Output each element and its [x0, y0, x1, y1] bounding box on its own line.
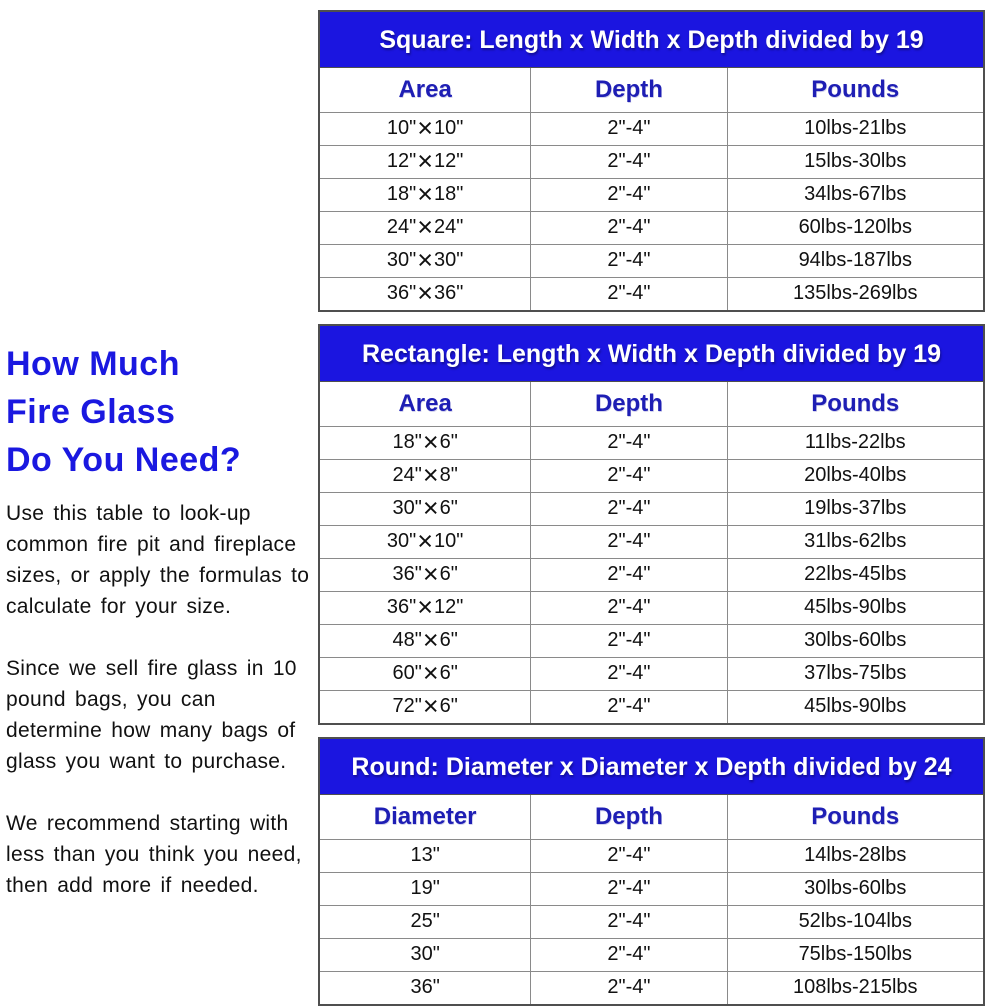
headline: [6, 340, 314, 484]
table-row: [320, 872, 983, 905]
table-row: [320, 277, 983, 310]
table-cell: 94lbs-187lbs: [727, 244, 983, 277]
table-cell: 30"×6": [320, 492, 531, 525]
table-row: [320, 244, 983, 277]
table-cell: 2"-4": [531, 971, 727, 1004]
table-cell: 2"-4": [531, 211, 727, 244]
table-cell: 2"-4": [531, 145, 727, 178]
table-cell: 2"-4": [531, 938, 727, 971]
table-cell: 75lbs-150lbs: [727, 938, 983, 971]
table-cell: 2"-4": [531, 624, 727, 657]
table-cell: 2"-4": [531, 905, 727, 938]
table-cell: 25": [320, 905, 531, 938]
multiply-sign: ×: [422, 691, 439, 722]
round-header-row: [320, 795, 983, 839]
multiply-sign: ×: [422, 460, 439, 490]
table-cell: 108lbs-215lbs: [727, 971, 983, 1004]
table-cell: 10"×10": [320, 112, 531, 145]
table-cell: 12"×12": [320, 145, 531, 178]
square-table-title: Square: Length x Width x Depth divided by 19: [320, 12, 983, 68]
column-header-diameter: Diameter: [320, 795, 531, 839]
column-header-depth: Depth: [531, 382, 727, 426]
table-cell: 2"-4": [531, 426, 727, 459]
table-cell: 14lbs-28lbs: [727, 839, 983, 872]
table-cell: 2"-4": [531, 459, 727, 492]
table-cell: 2"-4": [531, 525, 727, 558]
table-cell: 19lbs-37lbs: [727, 492, 983, 525]
table-row: [320, 971, 983, 1004]
square-header-row: [320, 68, 983, 112]
column-header-pounds: Pounds: [727, 382, 983, 426]
table-cell: 2"-4": [531, 657, 727, 690]
table-cell: 10lbs-21lbs: [727, 112, 983, 145]
table-cell: 30"×10": [320, 525, 531, 558]
rectangle-table: [318, 324, 985, 725]
multiply-sign: ×: [422, 658, 439, 688]
table-cell: 20lbs-40lbs: [727, 459, 983, 492]
table-cell: 30lbs-60lbs: [727, 624, 983, 657]
column-header-area: Area: [320, 382, 531, 426]
table-cell: 37lbs-75lbs: [727, 657, 983, 690]
multiply-sign: ×: [422, 493, 439, 523]
column-header-pounds: Pounds: [727, 68, 983, 112]
table-cell: 45lbs-90lbs: [727, 690, 983, 723]
table-cell: 30": [320, 938, 531, 971]
table-cell: 72"×6": [320, 690, 531, 723]
round-table-grid: [320, 795, 983, 1004]
multiply-sign: ×: [417, 245, 434, 275]
intro-paragraph-recommend: We recommend starting with less than you think you need, then add more if needed.: [6, 812, 302, 897]
multiply-sign: ×: [422, 625, 439, 655]
table-cell: 2"-4": [531, 690, 727, 723]
headline-line-3: Do You Need?: [6, 441, 242, 479]
table-row: [320, 690, 983, 723]
intro-paragraph-lookup: Use this table to look-up common fire pit and fireplace sizes, or apply the formulas to calculate for your size.: [6, 502, 310, 618]
square-table: [318, 10, 985, 312]
table-row: [320, 905, 983, 938]
table-row: [320, 145, 983, 178]
rectangle-table-grid: [320, 382, 983, 723]
table-cell: 2"-4": [531, 839, 727, 872]
table-cell: 18"×6": [320, 426, 531, 459]
multiply-sign: ×: [417, 526, 434, 556]
table-row: [320, 591, 983, 624]
table-cell: 60"×6": [320, 657, 531, 690]
table-cell: 2"-4": [531, 558, 727, 591]
table-cell: 13": [320, 839, 531, 872]
table-row: [320, 211, 983, 244]
table-cell: 31lbs-62lbs: [727, 525, 983, 558]
headline-line-2: Fire Glass: [6, 393, 176, 431]
table-row: [320, 525, 983, 558]
round-table-title: Round: Diameter x Diameter x Depth divided by 24: [320, 739, 983, 795]
table-cell: 30lbs-60lbs: [727, 872, 983, 905]
multiply-sign: ×: [417, 212, 434, 242]
table-cell: 2"-4": [531, 277, 727, 310]
table-cell: 36"×6": [320, 558, 531, 591]
multiply-sign: ×: [417, 146, 434, 176]
table-cell: 22lbs-45lbs: [727, 558, 983, 591]
column-header-depth: Depth: [531, 68, 727, 112]
table-cell: 48"×6": [320, 624, 531, 657]
intro-paragraph-bags: Since we sell fire glass in 10 pound bags, you can determine how many bags of glass you want to purchase.: [6, 657, 297, 773]
table-cell: 24"×8": [320, 459, 531, 492]
table-cell: 60lbs-120lbs: [727, 211, 983, 244]
table-cell: 24"×24": [320, 211, 531, 244]
table-row: [320, 839, 983, 872]
column-header-area: Area: [320, 68, 531, 112]
multiply-sign: ×: [417, 113, 434, 143]
table-row: [320, 938, 983, 971]
table-cell: 19": [320, 872, 531, 905]
rectangle-header-row: [320, 382, 983, 426]
square-table-grid: [320, 68, 983, 310]
table-cell: 30"×30": [320, 244, 531, 277]
rectangle-table-title: Rectangle: Length x Width x Depth divided by 19: [320, 326, 983, 382]
multiply-sign: ×: [417, 179, 434, 209]
table-cell: 36"×36": [320, 277, 531, 310]
table-cell: 15lbs-30lbs: [727, 145, 983, 178]
column-header-depth: Depth: [531, 795, 727, 839]
intro-panel: [6, 340, 314, 932]
table-cell: 36": [320, 971, 531, 1004]
table-row: [320, 558, 983, 591]
table-row: [320, 459, 983, 492]
multiply-sign: ×: [417, 278, 434, 309]
multiply-sign: ×: [422, 427, 439, 457]
table-cell: 45lbs-90lbs: [727, 591, 983, 624]
table-row: [320, 178, 983, 211]
table-row: [320, 426, 983, 459]
table-cell: 2"-4": [531, 872, 727, 905]
table-cell: 2"-4": [531, 112, 727, 145]
tables-panel: [318, 10, 985, 1006]
table-cell: 2"-4": [531, 492, 727, 525]
table-row: [320, 657, 983, 690]
multiply-sign: ×: [417, 592, 434, 622]
table-cell: 135lbs-269lbs: [727, 277, 983, 310]
table-cell: 11lbs-22lbs: [727, 426, 983, 459]
table-cell: 36"×12": [320, 591, 531, 624]
table-cell: 2"-4": [531, 591, 727, 624]
round-table: [318, 737, 985, 1006]
table-cell: 18"×18": [320, 178, 531, 211]
table-row: [320, 492, 983, 525]
table-cell: 52lbs-104lbs: [727, 905, 983, 938]
table-row: [320, 624, 983, 657]
table-cell: 2"-4": [531, 178, 727, 211]
headline-line-1: How Much: [6, 345, 180, 383]
table-cell: 34lbs-67lbs: [727, 178, 983, 211]
column-header-pounds: Pounds: [727, 795, 983, 839]
multiply-sign: ×: [422, 559, 439, 589]
table-row: [320, 112, 983, 145]
table-cell: 2"-4": [531, 244, 727, 277]
